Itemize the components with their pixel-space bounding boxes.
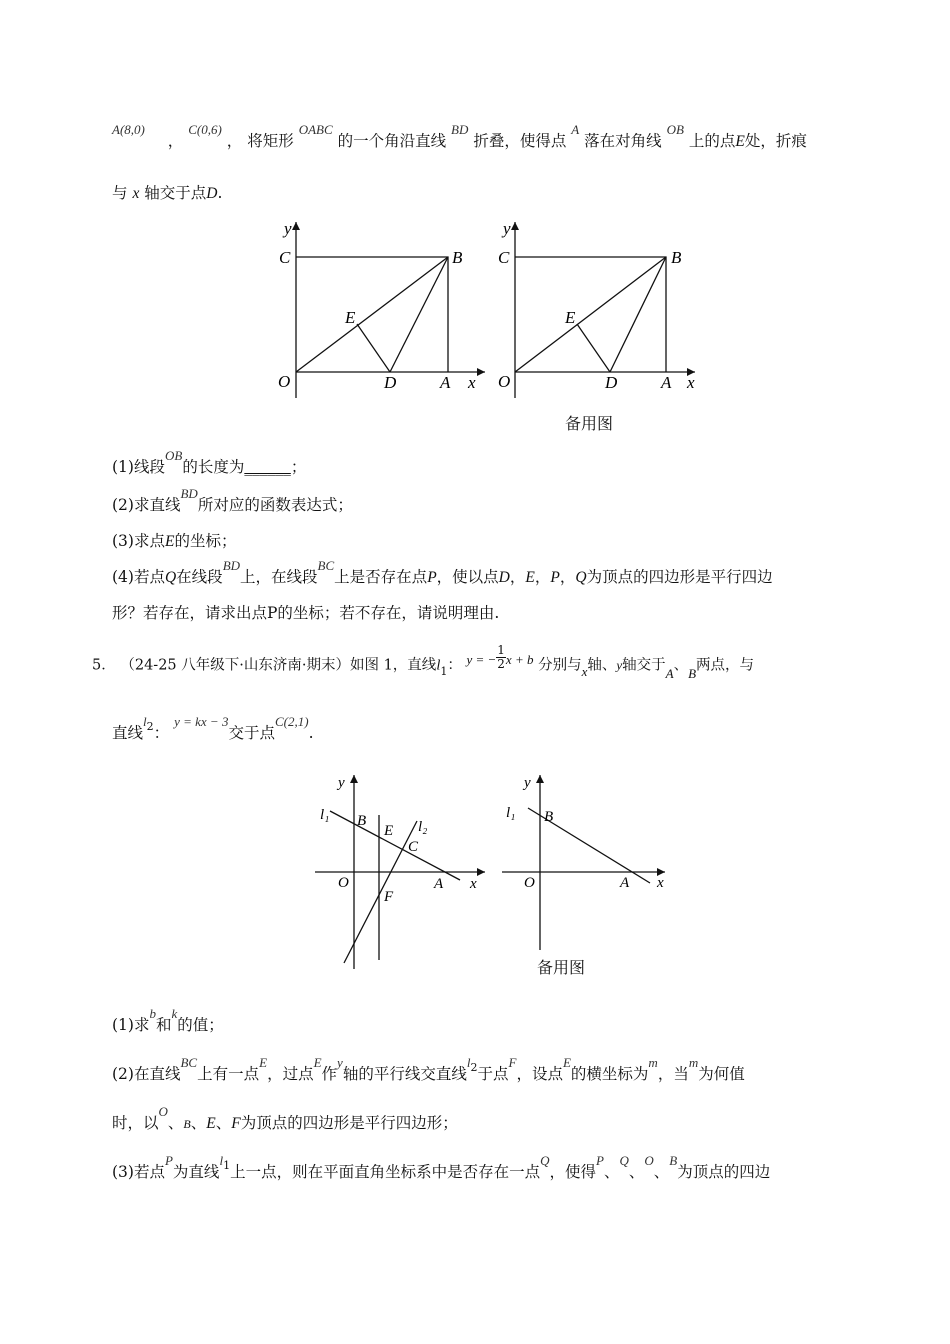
fig2-x-arrow	[477, 868, 485, 876]
svg-text:O: O	[498, 372, 511, 391]
q5-part1: (1)求$^b$和$^k$的值；	[112, 1006, 224, 1034]
q4-part3: (3)求点E的坐标；	[112, 532, 237, 550]
q5-part3: (3)若点$^P$为直线$^{l1}$上一点，则在平面直角坐标系中是否存在一点$^Q$，使得$^P$、$^Q$、$^O$、$^B$为顶点的四边	[112, 1153, 771, 1181]
svg-text:E: E	[565, 308, 576, 327]
svg-text:C: C	[279, 248, 291, 267]
svg-text:F: F	[384, 889, 394, 905]
q4-part1: (1)线段$^{OB}$的长度为______；	[112, 448, 307, 476]
svg-text:x: x	[687, 373, 695, 392]
svg-text:x: x	[470, 876, 477, 892]
svg-text:A: A	[620, 875, 630, 891]
svg-text:l₁: l₁	[506, 805, 516, 821]
svg-text:B: B	[671, 248, 682, 267]
svg-text:y: y	[524, 775, 531, 791]
fig2-main	[315, 775, 485, 969]
figure-rectangle-fold	[270, 210, 720, 410]
svg-text:y: y	[503, 219, 511, 238]
q5-line-2: 直线$^{l2}$： $^{y = kx - 3}$交于点$^{C(2,1)}$.	[112, 714, 314, 742]
q5-part2: (2)在直线$^{BC}$上有一点$^E$，过点$^E$作$^y$轴的平行线交直线$^{l2}$于点$^F$，设点$^E$的横坐标为$^m$，当$^m$为何值	[112, 1055, 745, 1083]
fig2b-y-arrow	[536, 775, 544, 783]
fig1-backup	[515, 222, 695, 398]
answer-blank: ______	[244, 458, 291, 476]
intro-line-2: 与 x 轴交于点D.	[112, 184, 223, 202]
q5-part2-line2: 时，以$^O$、B、E、F为顶点的四边形是平行四边形；	[112, 1104, 458, 1132]
figure-lines-l1-l2	[300, 765, 680, 980]
svg-text:E: E	[345, 308, 356, 327]
svg-text:B: B	[357, 813, 367, 829]
svg-text:A: A	[661, 373, 672, 392]
svg-text:l₂: l₂	[418, 819, 428, 835]
svg-text:x: x	[468, 373, 476, 392]
svg-text:E: E	[384, 823, 394, 839]
svg-text:x: x	[657, 875, 664, 891]
fig1-caption: 备用图	[565, 414, 614, 433]
svg-text:y: y	[284, 219, 292, 238]
svg-text:A: A	[440, 373, 451, 392]
svg-text:C: C	[498, 248, 510, 267]
intro-line-1: $^{A(8,0)}$ ， $^{C(0,6)}$ ， 将矩形 $^{OABC}$ 的一个角沿直线 $^{BD}$ 折叠，使得点 $^A$ 落在对角线 $^{OB}$ 上的点E处，折痕	[112, 122, 807, 150]
svg-text:O: O	[278, 372, 291, 391]
fig1b-y-arrow	[511, 222, 519, 230]
q4-part4: (4)若点Q在线段$^{BD}$上，在线段$^{BC}$上是否存在点P，使以点D，E，P，Q为顶点的四边形是平行四边	[112, 558, 773, 586]
point-a-coord: A(8,0)	[112, 122, 145, 137]
fig2-y-arrow	[350, 775, 358, 783]
svg-text:O: O	[524, 875, 535, 891]
svg-text:l₁: l₁	[320, 807, 330, 823]
svg-text:y: y	[338, 775, 345, 791]
q5-line-1: 5． （24-25 八年级下·山东济南·期末）如图 1，直线$l_1$： y = − $\frac{1}{2}$ x + b 分别与x轴、y轴交于A、B两点，与	[92, 643, 755, 681]
fig2-backup	[502, 775, 665, 950]
svg-text:D: D	[605, 373, 618, 392]
svg-text:C: C	[408, 839, 419, 855]
point-c-coord: C(0,6)	[188, 122, 222, 137]
fig1-y-arrow	[292, 222, 300, 230]
q4-part2: (2)求直线$^{BD}$所对应的函数表达式；	[112, 486, 353, 514]
question-number: 5．	[92, 657, 116, 674]
q4-part4-line2: 形？若存在，请求出点P的坐标；若不存在，请说明理由.	[112, 604, 500, 622]
fig2-caption: 备用图	[537, 958, 586, 977]
svg-text:D: D	[384, 373, 397, 392]
svg-text:A: A	[434, 876, 444, 892]
svg-text:B: B	[544, 809, 554, 825]
fig1-x-arrow	[477, 368, 485, 376]
svg-text:B: B	[452, 248, 463, 267]
svg-text:O: O	[338, 875, 349, 891]
